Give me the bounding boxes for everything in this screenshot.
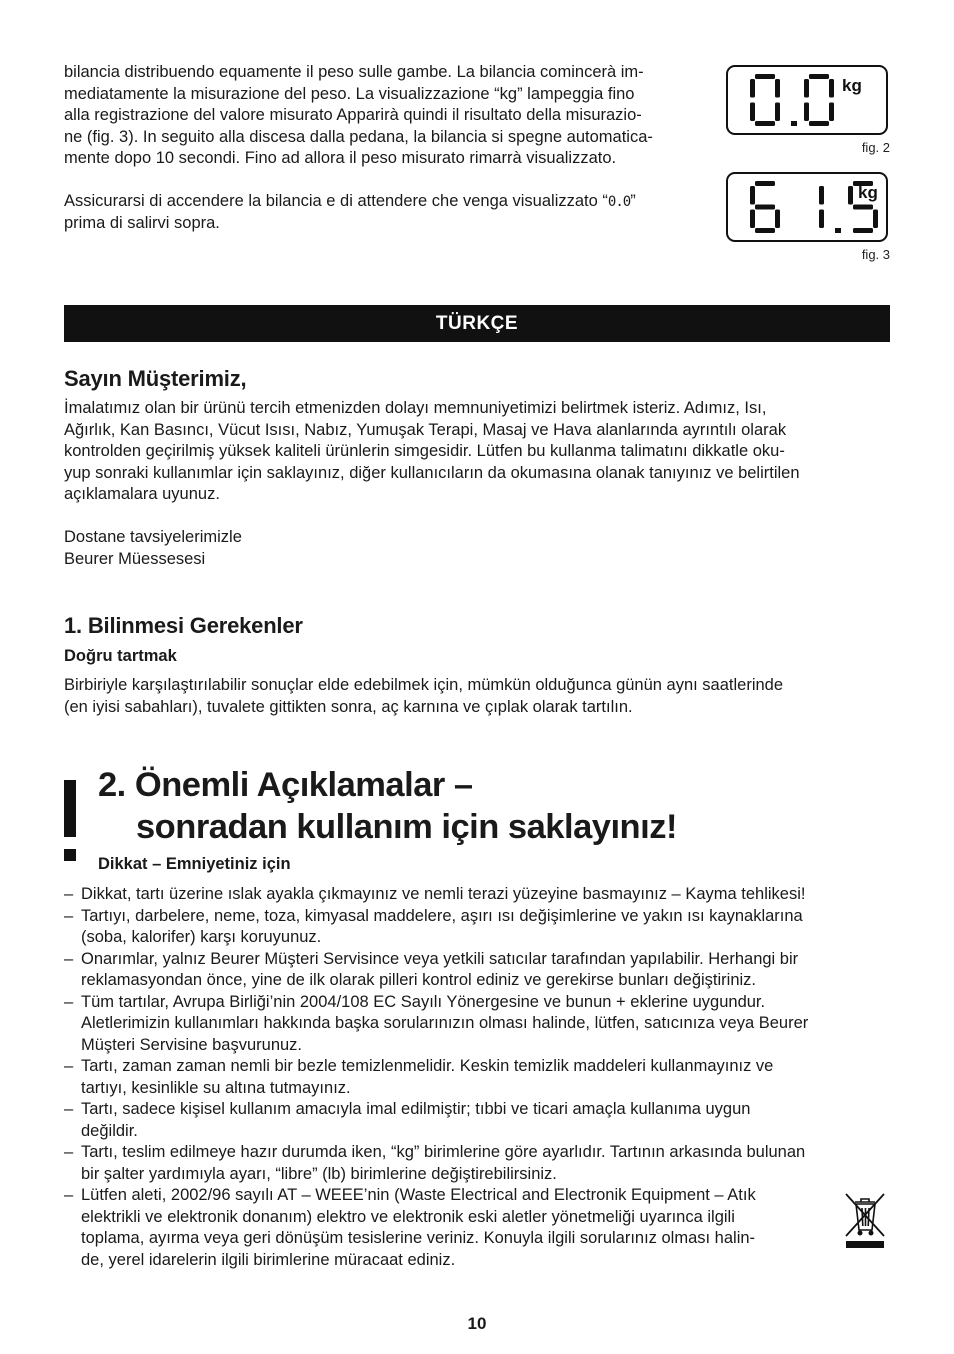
section-1-heading: 1. Bilinmesi Gerekenler — [64, 613, 303, 638]
lcd-segment — [819, 210, 824, 229]
safety-list-item — [64, 1099, 890, 1142]
lcd-segment — [750, 210, 755, 229]
lcd-segment — [804, 103, 809, 122]
lcd-segment — [829, 103, 834, 122]
lcd-segment — [873, 210, 878, 229]
greeting-body: İmalatımız olan bir ürünü tercih etmenizden dolayı memnuniyetimizi belirtmek isteriz. Adımız, Isı, Ağırlık, Kan Basıncı, Vücut Isısı, Nabız, Yumuşak Terapi, Masaj ve Hava alanlarında ayrıntılı olarak kontrolden geçirilmiş yüksek kaliteli ürünlerin simgesidir. Lütfen bu kullanma talimatını dikkatle oku- yup sonraki kullanımlar için saklayınız, diğer kullanıcıların da okumasına olanak tanıyınız ve belirtilen açıklamalara uyunuz. — [64, 399, 800, 503]
section-2-title-line-1: 2. Önemli Açıklamalar – — [98, 766, 473, 804]
lcd-segment — [829, 79, 834, 98]
safety-list-item — [64, 949, 890, 992]
lcd-segment — [750, 103, 755, 122]
lcd-segment — [755, 205, 775, 210]
bullet-text: Lütfen aleti, 2002/96 sayılı AT – WEEE’nin (Waste Electrical and Electronik Equipment – Atık elektrikli ve elektronik donanım) elektro ve elektronik eski aletler yönetmeliği uyarınca ilgili toplama, ayırma veya geri dönüşüm tesislerine veriniz. Konuyla ilgili sorularınız olması halin- de, yerel idarelerin ilgili birimlerine müracaat ediniz. — [81, 1186, 756, 1269]
figure-caption: fig. 2 — [861, 140, 890, 155]
bullet-dash: – — [64, 1186, 74, 1204]
bullet-text: Tartı, sadece kişisel kullanım amacıyla imal edilmiştir; tıbbi ve ticari amaçla kullanıma uygun değildir. — [81, 1100, 751, 1140]
lcd-segment — [775, 79, 780, 98]
lcd-segment — [775, 103, 780, 122]
intro-paragraph-1: bilancia distribuendo equamente il peso sulle gambe. La bilancia comincerà im- mediatamente la misurazione del peso. La visualizzazione “kg” lampeggia fino alla registrazione del valore misurato Apparirà quindi il risultato della misurazio- ne (fig. 3). In seguito alla discesa dalla pedana, la bilancia si spegne automatica- mente dopo 10 secondi. Fino ad allora il peso misurato rimarrà visualizzato. — [64, 63, 653, 167]
lcd-segment — [853, 205, 873, 210]
section-1-subheading: Doğru tartmak — [64, 647, 177, 665]
lcd-segment — [750, 186, 755, 205]
bullet-text: Tartı, teslim edilmeye hazır durumda iken, “kg” birimlerine göre ayarlıdır. Tartının arkasında bulunan bir şalter yardımıyla ayarı, “libre” (lb) birimlerine değiştirebilirsiniz. — [81, 1143, 806, 1183]
scale-display-fig3 — [726, 172, 888, 242]
scale-display-fig2 — [726, 65, 888, 135]
greeting-heading: Sayın Müşterimiz, — [64, 366, 247, 391]
bullet-dash: – — [64, 1100, 74, 1118]
language-section-banner: TÜRKÇE — [64, 305, 890, 342]
bullet-text: Onarımlar, yalnız Beurer Müşteri Servisince veya yetkili satıcılar tarafından yapılabilir. Herhangi bir reklamasyondan önce, yine de ilk olarak pilleri kontrol ediniz ve gerekirse bunları değiştiriniz. — [81, 949, 799, 989]
safety-list-item — [64, 1056, 890, 1099]
bullet-text: Tartı, zaman zaman nemli bir bezle temizlenmelidir. Keskin temizlik maddeleri kullanmayınız ve tartıyı, kesinlikle su altına tutmayınız. — [81, 1057, 774, 1097]
safety-list-item — [64, 1185, 890, 1271]
lcd-segment — [819, 186, 824, 205]
figure-caption: fig. 3 — [861, 247, 890, 262]
safety-list-item — [64, 1142, 890, 1185]
unit-label: kg — [842, 76, 862, 95]
greeting-closing: Dostane tavsiyelerimizle Beurer Müessesesi — [64, 528, 242, 568]
lcd-segment — [755, 181, 775, 186]
safety-list-item — [64, 992, 890, 1057]
bullet-text: Tüm tartılar, Avrupa Birliği’nin 2004/108 EC Sayılı Yönergesine ve bunun + eklerine uygundur. Aletlerimizin kullanımları hakkında başka sorularınızın olması halinde, lütfen, satıcınıza veya Beurer Müşteri Servisine başvurunuz. — [81, 992, 809, 1054]
display-digits — [728, 174, 886, 240]
unit-label: kg — [858, 183, 878, 202]
section-2-title — [98, 764, 677, 848]
lcd-segment — [809, 121, 829, 126]
safety-list — [64, 884, 890, 1271]
intro-text — [64, 62, 724, 256]
bullet-text: Tartıyı, darbelere, neme, toza, kimyasal maddelere, aşırı ısı değişimlerine ve yakın ısı kaynaklarına (soba, kalorifer) karşı koruyunuz. — [81, 906, 803, 946]
bullet-dash: – — [64, 885, 74, 903]
lcd-segment — [755, 121, 775, 126]
lcd-segment — [775, 210, 780, 229]
exclamation-icon-dot — [64, 849, 76, 861]
bullet-dash: – — [64, 1057, 74, 1075]
lcd-segment — [750, 79, 755, 98]
lcd-segment — [804, 79, 809, 98]
bullet-dash: – — [64, 1143, 74, 1161]
seven-segment-digits — [750, 74, 834, 126]
crossed-out-wheelie-bin-icon — [842, 1190, 888, 1250]
safety-list-item — [64, 906, 890, 949]
intro-paragraph-2: Assicurarsi di accendere la bilancia e di attendere che venga visualizzato “0.0” prima di salirvi sopra. — [64, 191, 636, 232]
safety-list-item — [64, 884, 890, 906]
inline-display-value: 0.0 — [607, 193, 631, 210]
bullet-dash: – — [64, 906, 74, 925]
lcd-segment — [853, 228, 873, 233]
lcd-decimal-point — [835, 228, 841, 233]
lcd-segment — [848, 186, 853, 205]
lcd-segment — [755, 228, 775, 233]
bullet-dash: – — [64, 949, 74, 968]
lcd-segment — [755, 74, 775, 79]
exclamation-icon — [64, 780, 76, 837]
lcd-decimal-point — [791, 121, 797, 126]
section-2-subheading: Dikkat – Emniyetiniz için — [98, 855, 291, 873]
section-2-title-line-2: sonradan kullanım için saklayınız! — [136, 808, 677, 846]
lcd-segment — [809, 74, 829, 79]
page-number: 10 — [467, 1314, 487, 1333]
bullet-dash: – — [64, 992, 74, 1011]
display-digits — [728, 67, 886, 133]
bullet-text: Dikkat, tartı üzerine ıslak ayakla çıkmayınız ve nemli terazi yüzeyine basmayınız – Kayma tehlikesi! — [81, 885, 806, 903]
section-1-body: Birbiriyle karşılaştırılabilir sonuçlar elde edebilmek için, mümkün olduğunca günün aynı saatlerinde (en iyisi sabahları), tuvalete gittikten sonra, aç karnına ve çıplak olarak tartılın. — [64, 676, 784, 716]
